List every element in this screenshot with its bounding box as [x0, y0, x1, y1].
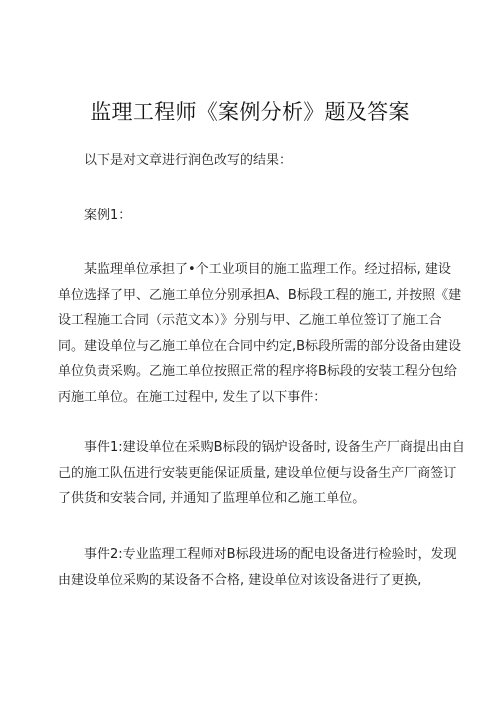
- case-body-line: 单位负责采购。乙施工单位按照正常的程序将B标段的安装工程分包给: [58, 364, 457, 379]
- case-body-line: 某监理单位承担了•个工业项目的施工监理工作。经过招标, 建设: [84, 262, 451, 277]
- event1-paragraph: [58, 435, 465, 512]
- case-heading-text: 案例1：: [84, 208, 132, 223]
- intro-text: 以下是对文章进行润色改写的结果：: [84, 153, 293, 168]
- case-body-line: 丙施工单位。在施工过程中, 发生了以下事件：: [58, 389, 327, 405]
- case-body-paragraph: [58, 257, 462, 410]
- case-body-line: 单位选择了甲、乙施工单位分别承担A、B标段工程的施工, 并按照《建: [58, 287, 462, 303]
- event2-line: 由建设单位采购的某设备不合格, 建设单位对该设备进行了更换,: [58, 572, 422, 588]
- case-body-line: 同。建设单位与乙施工单位在合同中约定,B标段所需的部分设备由建设: [58, 338, 462, 354]
- event2-paragraph: [58, 542, 458, 593]
- case-body-line: 设工程施工合同（示范文本）》分别与甲、乙施工单位签订了施工合: [58, 313, 442, 328]
- case-heading: [58, 203, 458, 229]
- event2-line: 事件2:专业监理工程师对B标段进场的配电设备进行检验时，发现: [84, 547, 457, 562]
- intro-paragraph: [58, 148, 458, 174]
- event1-line: 己的施工队伍进行安装更能保证质量, 建设单位便与设备生产厂商签订: [58, 465, 457, 481]
- document-title: 监理工程师《案例分析》题及答案: [90, 100, 410, 124]
- event1-line: 了供货和安装合同, 并通知了监理单位和乙施工单位。: [58, 491, 366, 506]
- event1-line: 事件1:建设单位在采购B标段的锅炉设备时, 设备生产厂商提出由自: [84, 440, 465, 455]
